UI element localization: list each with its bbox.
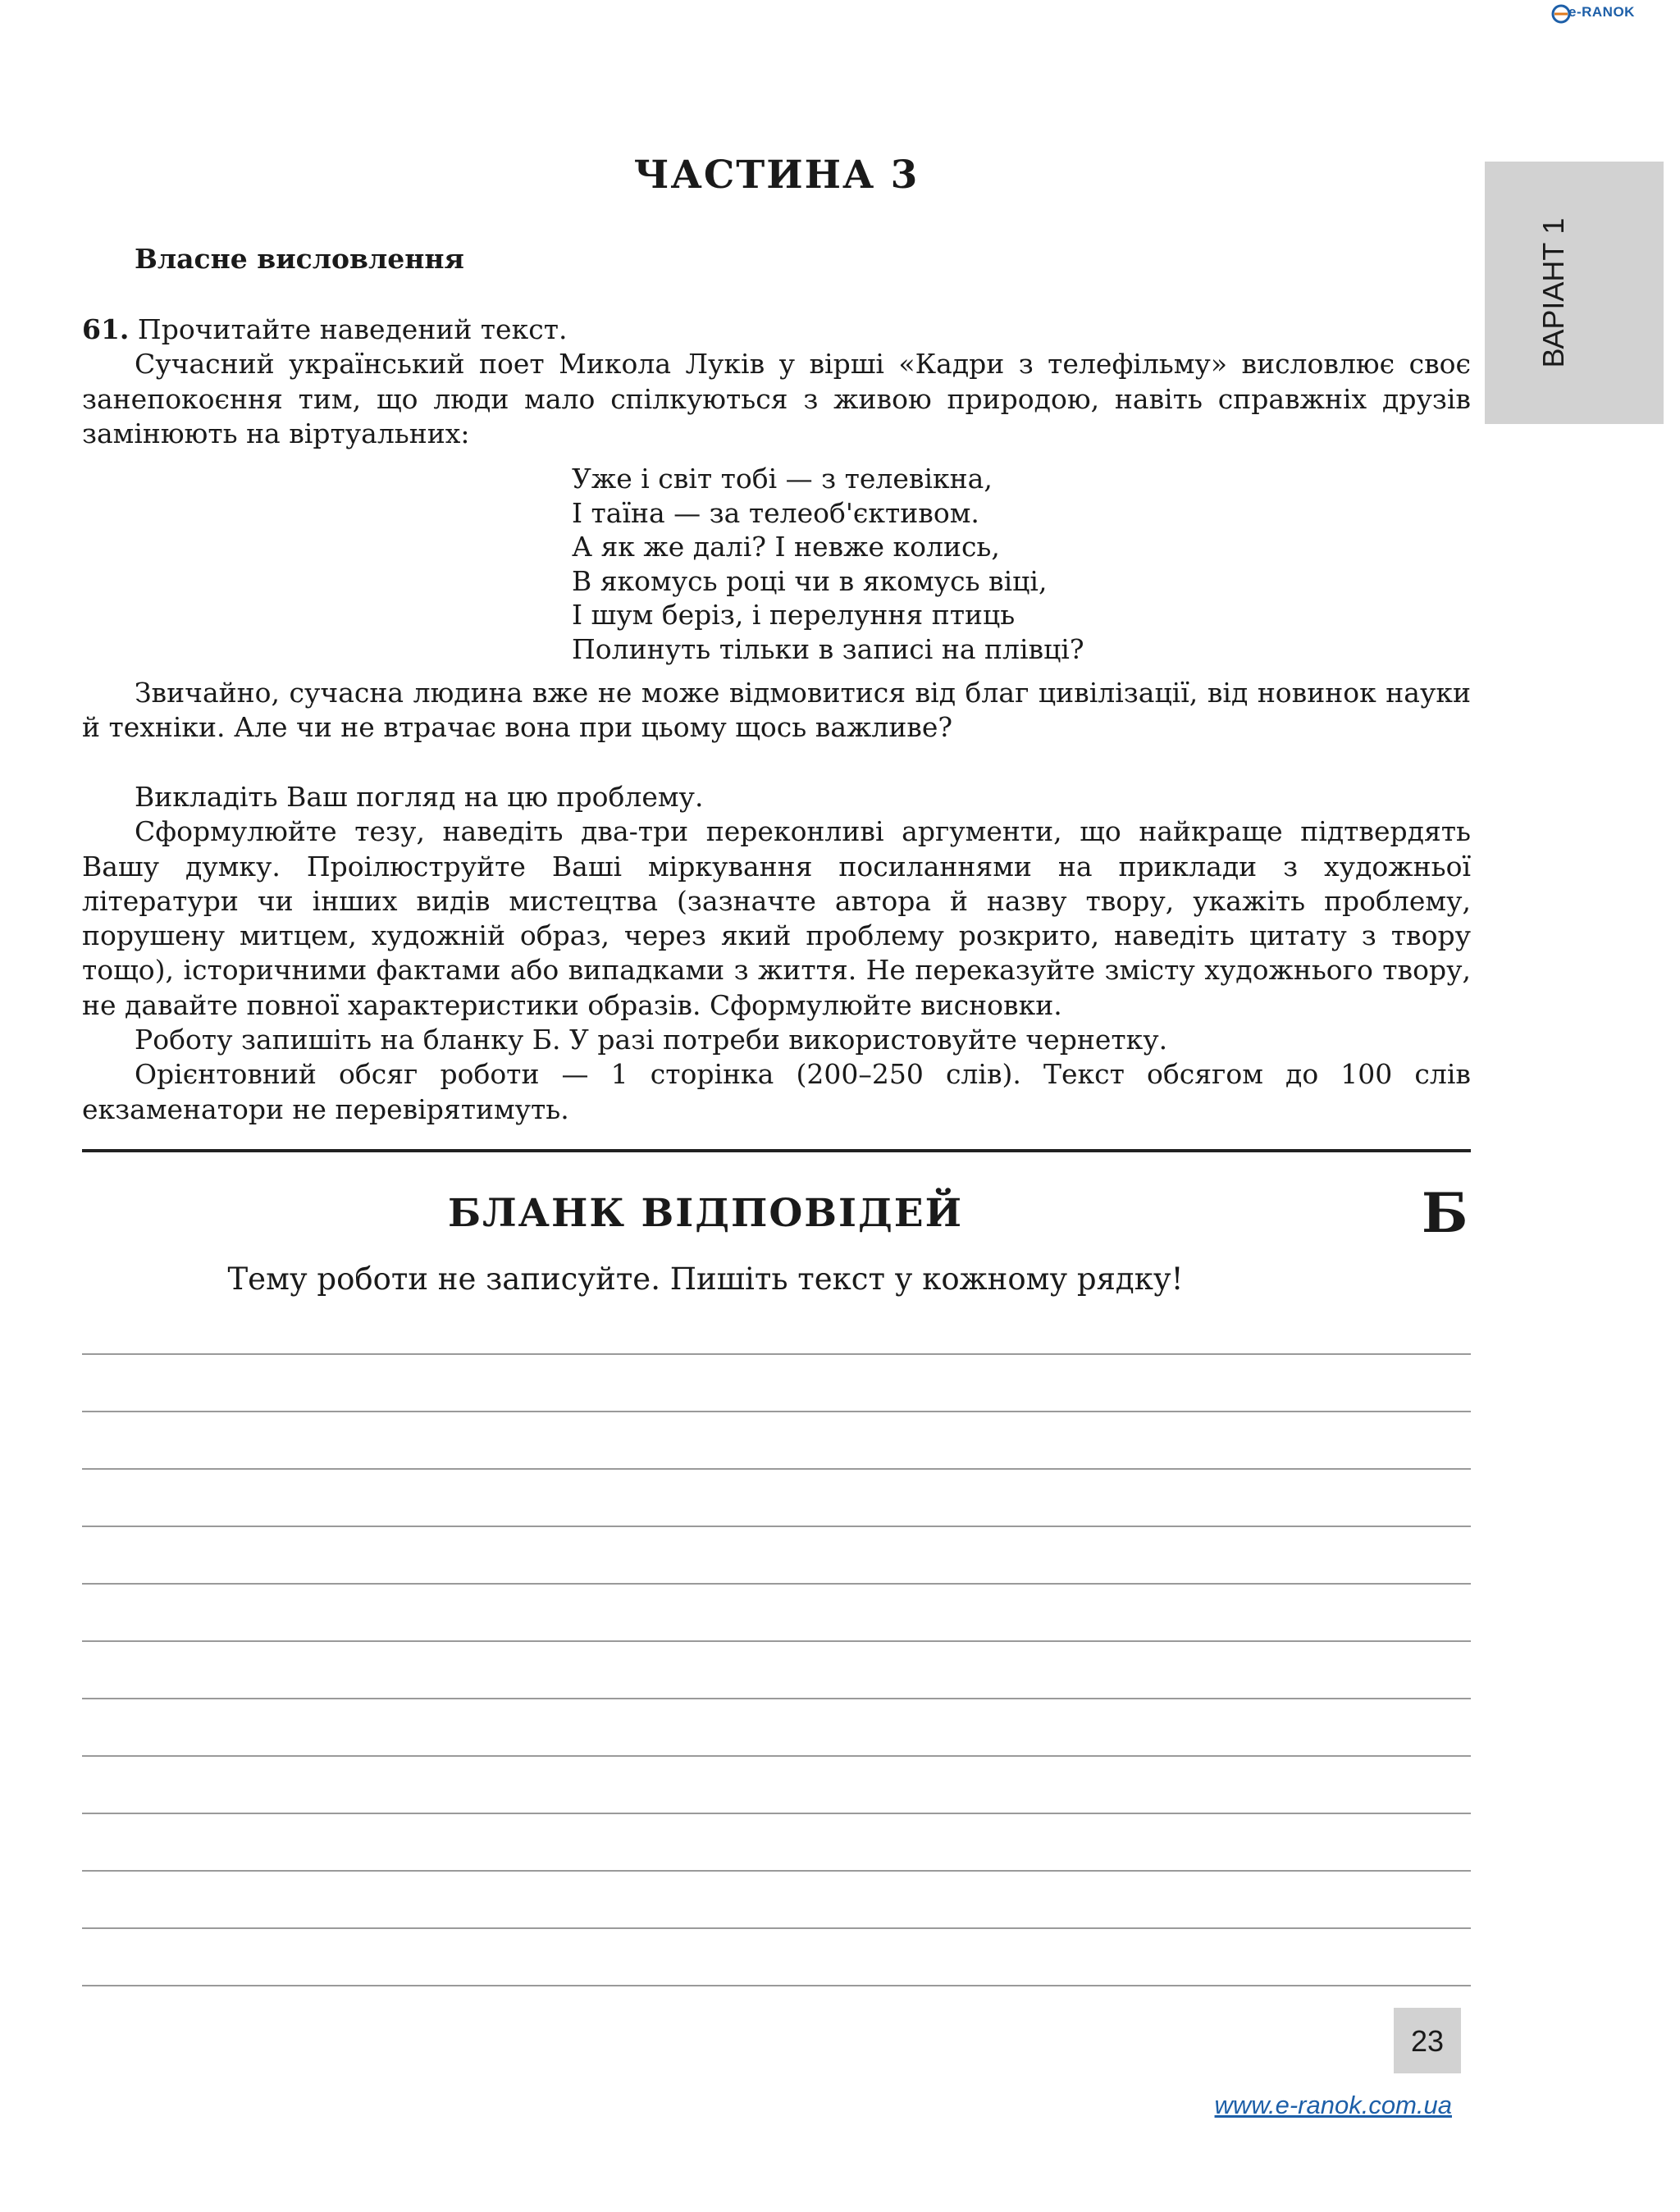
- task-paragraph: Роботу запишіть на бланку Б. У разі потреби використовуйте чернетку.: [135, 1024, 1168, 1056]
- section-title: Власне висловлення: [135, 243, 464, 275]
- publisher-logo: [1550, 2, 1649, 25]
- poem-quote: [572, 462, 1084, 666]
- page-number-box: [1394, 2008, 1461, 2073]
- answer-line: [82, 1813, 1471, 1814]
- task-number: 61.: [82, 313, 130, 345]
- poem-line: А як же далі? І невже колись,: [572, 531, 1000, 563]
- answer-line: [82, 1468, 1471, 1470]
- task-intro-paragraph: Сучасний український поет Микола Луків у вірші «Кадри з телефільму» висловлює своє занепокоєння тим, що люди мало спілкуються з живою природою, навіть справжніх друзів замінюють на віртуальних:: [82, 348, 1471, 449]
- section-divider: [82, 1149, 1471, 1152]
- poem-line: І таїна — за телеоб'єктивом.: [572, 496, 979, 529]
- answer-line: [82, 1353, 1471, 1355]
- website-link[interactable]: www.e-ranok.com.ua: [1214, 2091, 1452, 2119]
- poem-line: І шум беріз, і перелуння птиць: [572, 599, 1016, 631]
- after-poem-block: [82, 676, 1471, 746]
- task-paragraphs-block: [82, 780, 1471, 1127]
- answer-sheet-letter: Б: [1422, 1181, 1468, 1245]
- answer-sheet-instruction: Тему роботи не записуйте. Пишіть текст у кожному рядку!: [227, 1261, 1184, 1297]
- answer-line: [82, 1870, 1471, 1872]
- logo-text: e-RANOK: [1568, 4, 1635, 20]
- variant-label: ВАРІАНТ 1: [1536, 217, 1570, 368]
- task-instruction: Прочитайте наведений текст.: [137, 313, 568, 345]
- task-intro-block: [82, 312, 1471, 451]
- answer-line: [82, 1755, 1471, 1757]
- poem-line: Полинуть тільки в записі на плівці?: [572, 632, 1084, 665]
- poem-line: В якомусь році чи в якомусь віці,: [572, 564, 1048, 597]
- page-number: 23: [1410, 2024, 1445, 2058]
- answer-sheet-title: БЛАНК ВІДПОВІДЕЙ: [447, 1191, 964, 1236]
- answer-line: [82, 1411, 1471, 1412]
- answer-line: [82, 1640, 1471, 1642]
- task-paragraph: Викладіть Ваш погляд на цю проблему.: [135, 781, 704, 813]
- task-paragraph: Сформулюйте тезу, наведіть два-три переконливі аргументи, що найкраще підтвердять Вашу думку. Проілюструйте Ваші міркування посиланнями на приклади з художньої літератури чи інших видів мистецтва (зазначте автора й назву твору, укажіть проблему, порушену митцем, художній образ, через який проблему розкрито, наведіть цитату з твору тощо), історичними фактами або випадками з життя. Не переказуйте змісту художнього твору, не давайте повної характеристики образів. Сформулюйте висновки.: [82, 815, 1471, 1021]
- answer-line: [82, 1583, 1471, 1585]
- poem-line: Уже і світ тобі — з телевікна,: [572, 463, 993, 495]
- after-poem-paragraph: Звичайно, сучасна людина вже не може відмовитися від благ цивілізації, від новинок науки й техніки. Але чи не втрачає вона при цьому щось важливе?: [82, 677, 1471, 744]
- variant-side-tab: [1485, 162, 1664, 424]
- part-title: ЧАСТИНА 3: [633, 153, 920, 198]
- answer-line: [82, 1698, 1471, 1699]
- answer-line: [82, 1927, 1471, 1929]
- task-instruction-line: [82, 312, 1471, 347]
- answer-line: [82, 1985, 1471, 1986]
- task-paragraph: Орієнтовний обсяг роботи — 1 сторінка (200–250 слів). Текст обсягом до 100 слів екзаменатори не перевірятимуть.: [82, 1058, 1471, 1125]
- answer-line: [82, 1526, 1471, 1527]
